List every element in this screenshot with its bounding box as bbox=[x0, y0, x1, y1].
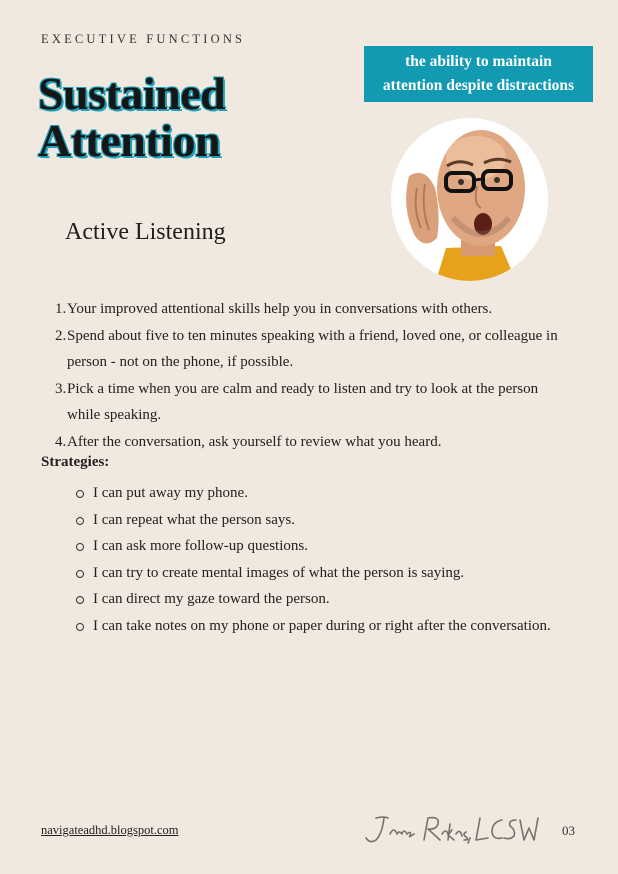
strategy-text: I can repeat what the person says. bbox=[93, 511, 296, 528]
step-number: 2. bbox=[55, 327, 67, 344]
bullet-icon bbox=[76, 543, 84, 551]
steps-list bbox=[41, 296, 561, 455]
step-number: 4. bbox=[55, 433, 67, 450]
portrait-illustration bbox=[391, 118, 548, 281]
bullet-icon bbox=[76, 490, 84, 498]
list-item bbox=[41, 613, 561, 640]
list-item bbox=[41, 429, 561, 456]
list-item bbox=[41, 533, 561, 560]
handwritten-signature bbox=[362, 810, 542, 848]
step-number: 1. bbox=[55, 301, 67, 317]
bullet-icon bbox=[76, 517, 84, 525]
list-item bbox=[41, 376, 561, 429]
bullet-icon bbox=[76, 570, 84, 578]
list-item bbox=[41, 507, 561, 534]
step-text: Your improved attentional skills help you in conversations with others. bbox=[67, 301, 493, 317]
list-item bbox=[41, 586, 561, 613]
strategy-text: I can put away my phone. bbox=[93, 485, 248, 501]
strategies-heading: Strategies: bbox=[41, 454, 110, 470]
step-text: Pick a time when you are calm and ready to listen and try to look at the person while speaking. bbox=[67, 380, 539, 423]
strategy-text: I can take notes on my phone or paper during or right after the conversation. bbox=[93, 617, 551, 634]
definition-line-1: the ability to maintain bbox=[405, 53, 552, 70]
eyebrow-label: EXECUTIVE FUNCTIONS bbox=[41, 32, 246, 46]
definition-box bbox=[364, 46, 593, 102]
section-subtitle: Active Listening bbox=[65, 219, 226, 245]
step-number: 3. bbox=[55, 380, 67, 397]
strategies-list bbox=[41, 480, 561, 639]
step-text: Spend about five to ten minutes speaking with a friend, loved one, or colleague in person - not on the phone, if possible. bbox=[67, 327, 558, 370]
bullet-icon bbox=[76, 623, 84, 631]
list-item bbox=[41, 560, 561, 587]
man-cupping-ear-photo bbox=[391, 118, 548, 281]
page-title bbox=[38, 70, 225, 164]
title-line-1: Sustained bbox=[38, 68, 226, 119]
list-item bbox=[41, 296, 561, 323]
strategy-text: I can ask more follow-up questions. bbox=[93, 538, 308, 554]
bullet-icon bbox=[76, 596, 84, 604]
page-number: 03 bbox=[562, 823, 575, 838]
strategy-text: I can try to create mental images of what the person is saying. bbox=[93, 564, 465, 581]
blog-link[interactable]: navigateadhd.blogspot.com bbox=[41, 823, 179, 837]
list-item bbox=[41, 323, 561, 376]
step-text: After the conversation, ask yourself to review what you heard. bbox=[67, 433, 442, 450]
strategy-text: I can direct my gaze toward the person. bbox=[93, 591, 330, 607]
list-item bbox=[41, 480, 561, 507]
definition-line-2: attention despite distractions bbox=[382, 77, 575, 94]
title-line-2: Attention bbox=[38, 115, 221, 166]
